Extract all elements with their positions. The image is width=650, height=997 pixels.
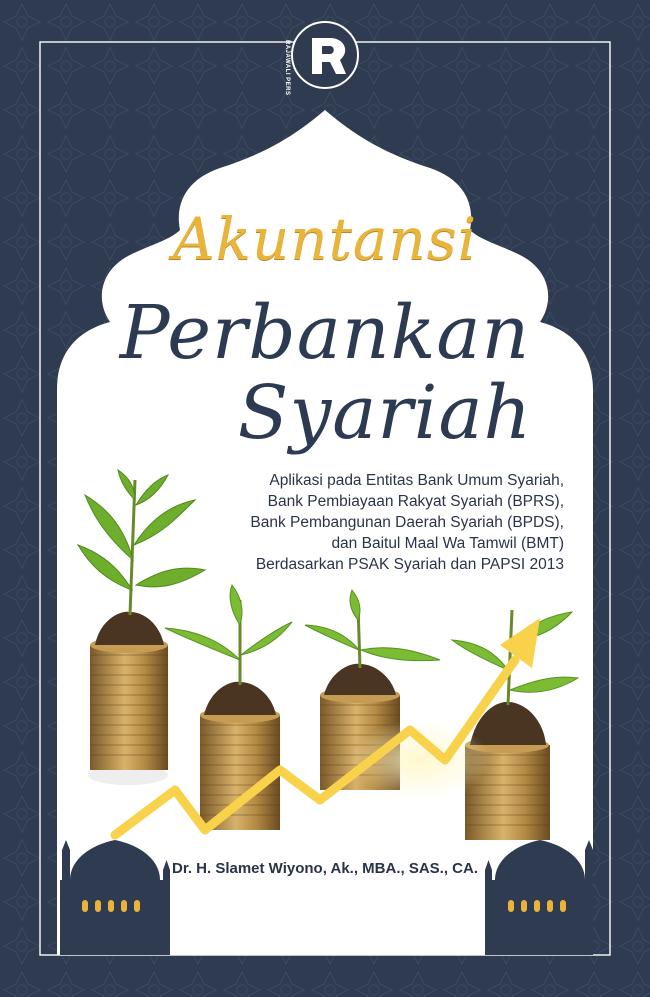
publisher-name: RAJAWALI PERS	[284, 40, 290, 96]
subtitle-line: dan Baitul Maal Wa Tamwil (BMT)	[331, 535, 564, 552]
subtitle-line: Bank Pembangunan Daerah Syariah (BPDS),	[250, 514, 564, 531]
title-line-3: Syariah	[237, 370, 533, 456]
publisher-logo	[292, 22, 358, 88]
subtitle-line: Bank Pembiayaan Rakyat Syariah (BPRS),	[267, 493, 564, 510]
subtitle-block	[250, 470, 564, 575]
subtitle-line: Aplikasi pada Entitas Bank Umum Syariah,	[269, 472, 564, 489]
coin-stack-1	[88, 612, 168, 785]
subtitle-line: Berdasarkan PSAK Syariah dan PAPSI 2013	[255, 556, 564, 573]
title-line-1: Akuntansi	[172, 205, 478, 273]
author-name: Dr. H. Slamet Wiyono, Ak., MBA., SAS., CA.	[171, 860, 479, 877]
title-line-2: Perbankan	[119, 290, 531, 376]
